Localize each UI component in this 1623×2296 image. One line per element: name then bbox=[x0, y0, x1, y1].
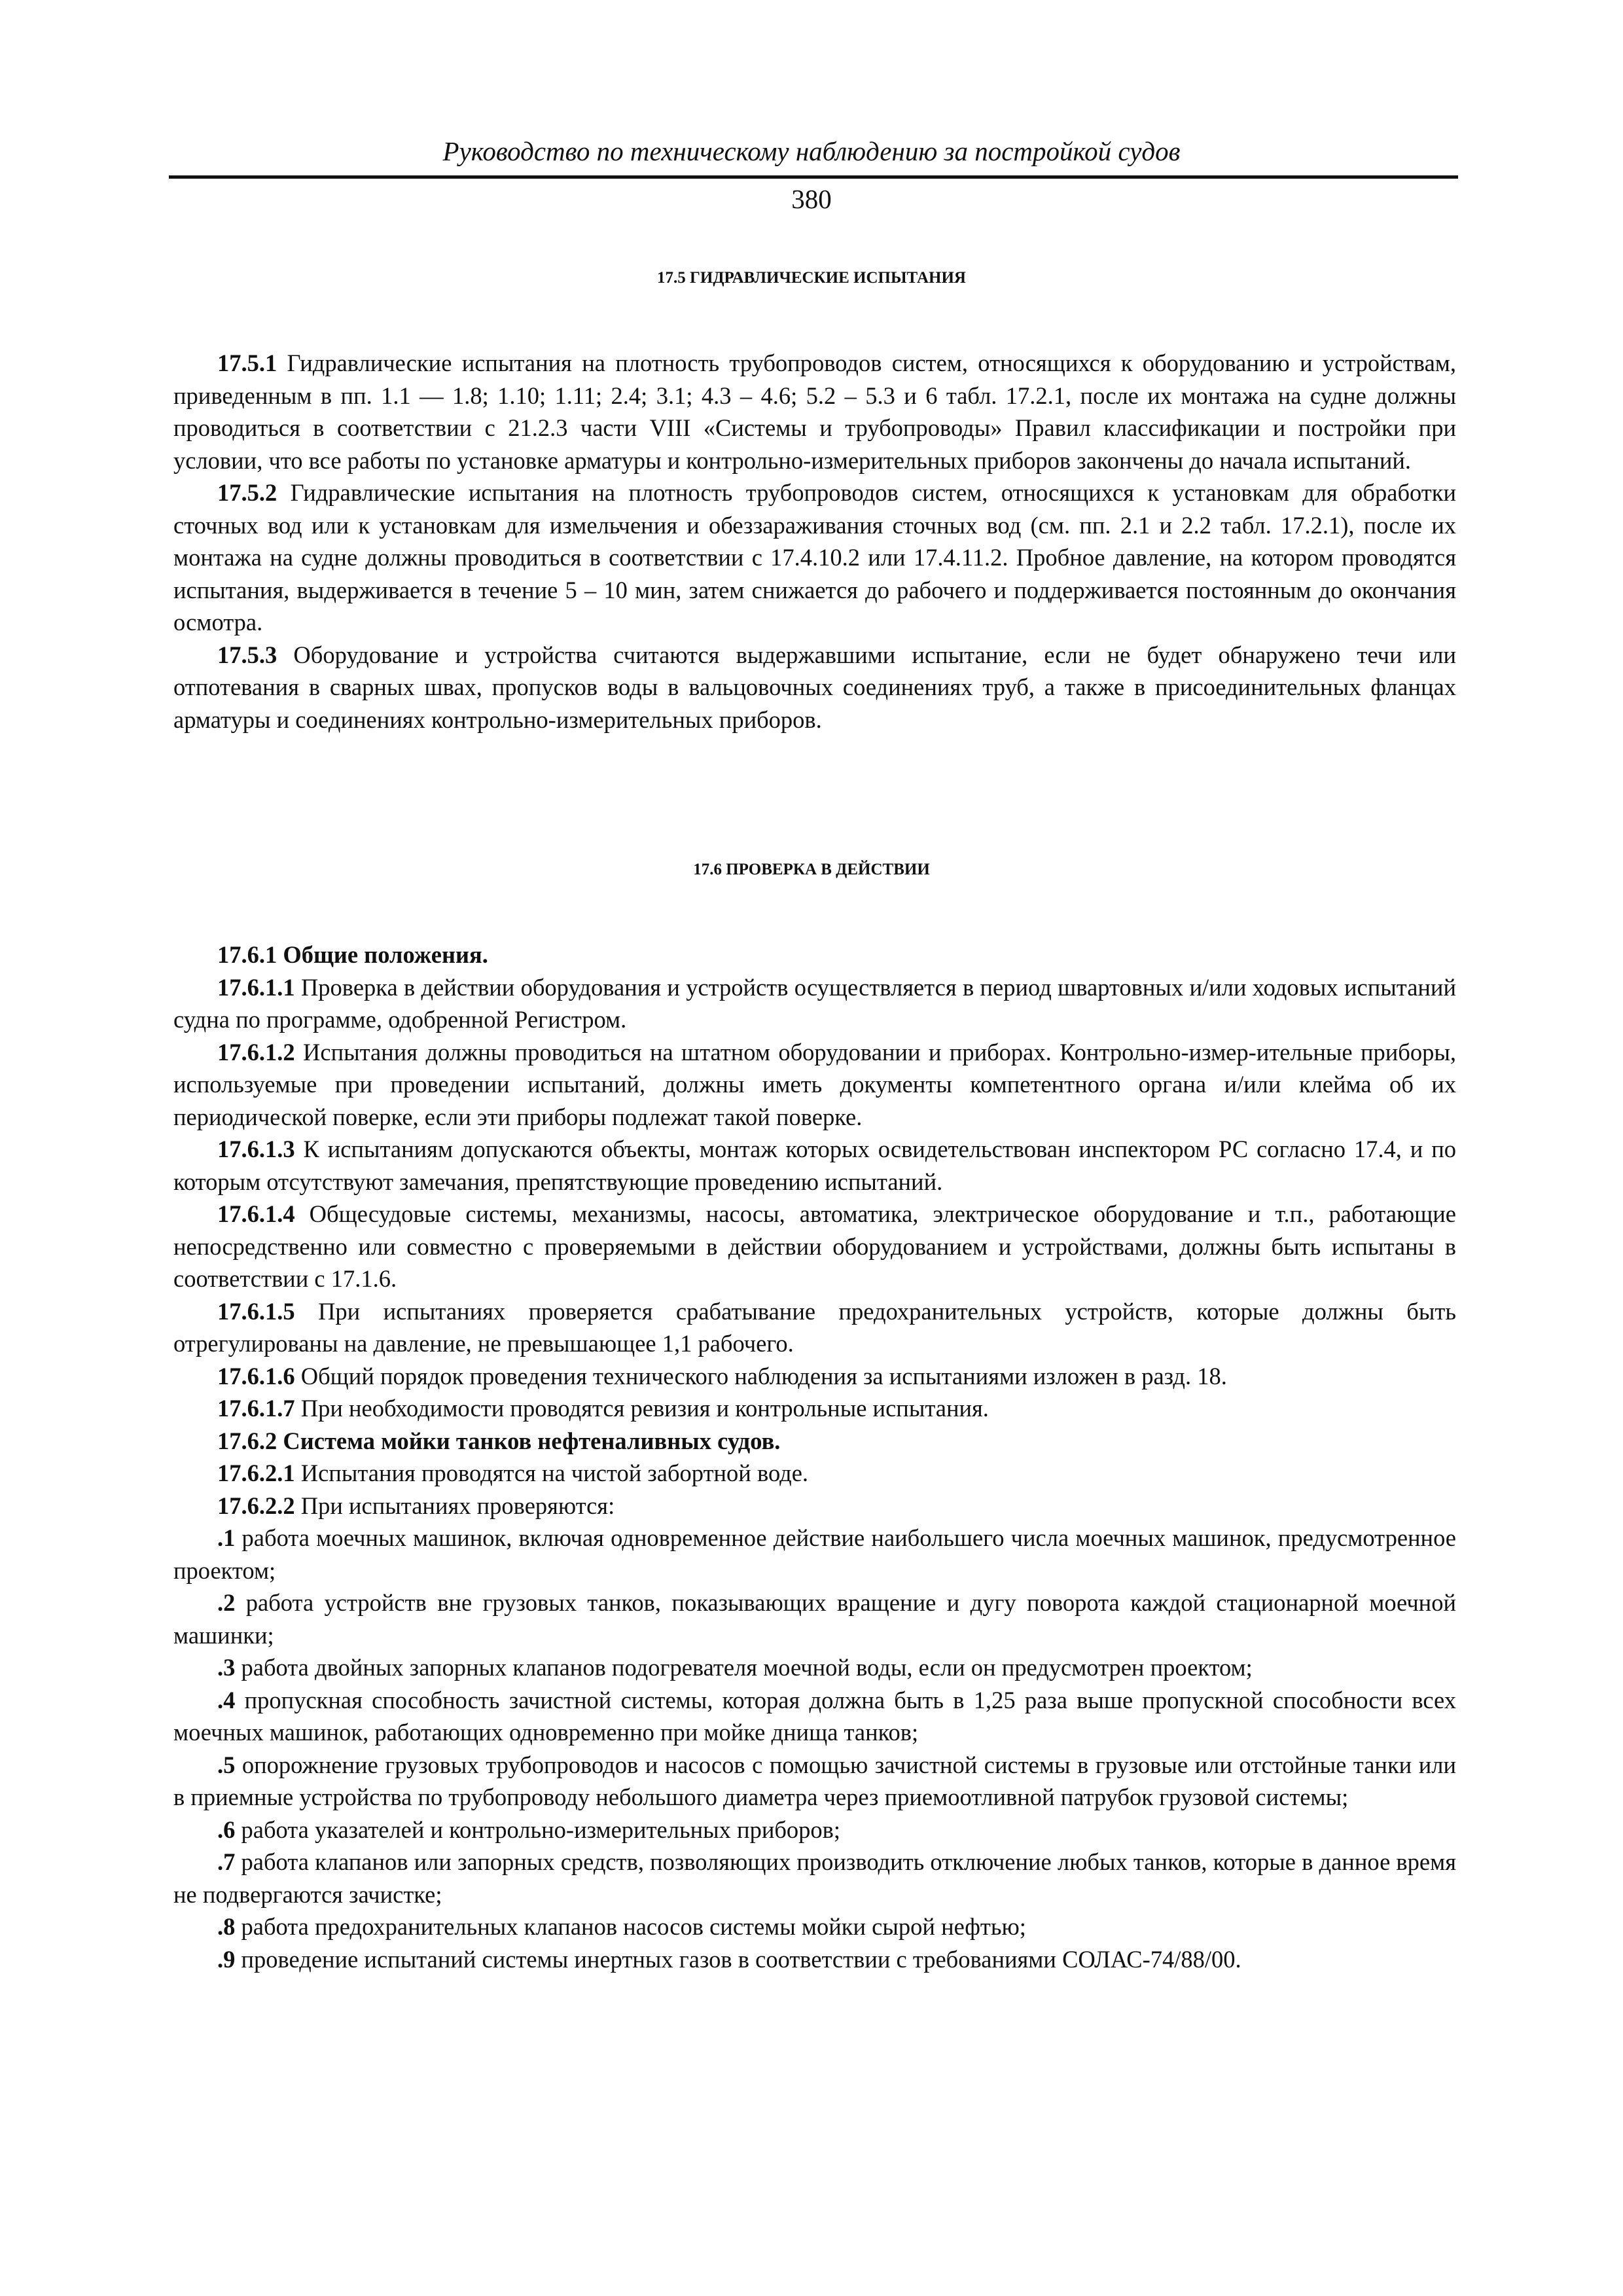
list-item-9 bbox=[173, 1943, 1456, 1976]
list-item-8 bbox=[173, 1910, 1456, 1943]
paragraph-text: Общий порядок проведения технического наблюдения за испытаниями изложен в разд. 18. bbox=[294, 1362, 1227, 1390]
list-item-number: .7 bbox=[217, 1848, 236, 1875]
paragraph-text: Гидравлические испытания на плотность трубопроводов систем, относящихся к установкам для обработки сточных вод или к установкам для измельчения и обеззараживания сточных вод (см. пп. 2.1 и 2.2 табл. 17.2.1), после их монтажа на судне должны проводиться в соответствии с 17.4.10.2 или 17.4.11.2. Пробное давление, на котором проводятся испытания, выдерживается в течение 5 – 10 мин, затем снижается до рабочего и поддерживается постоянным до окончания осмотра. bbox=[173, 479, 1456, 636]
paragraph-number: 17.5.2 bbox=[217, 479, 277, 506]
paragraph-text: При испытаниях проверяются: bbox=[294, 1492, 615, 1519]
paragraph-text: К испытаниям допускаются объекты, монтаж которых освидетельствован инспектором РС согласно 17.4, и по которым отсутствуют замечания, препятствующие проведению испытаний. bbox=[173, 1136, 1456, 1195]
header-rule bbox=[169, 175, 1458, 179]
list-item-text: работа устройств вне грузовых танков, показывающих вращение и дугу поворота каждой стационарной моечной машинки; bbox=[173, 1589, 1456, 1649]
paragraph-number: 17.6.1.7 bbox=[217, 1395, 295, 1422]
paragraph-17-6-1-2 bbox=[173, 1036, 1456, 1134]
paragraph-number: 17.6.2.1 bbox=[217, 1460, 295, 1486]
paragraph-17-5-1 bbox=[173, 347, 1456, 476]
paragraph-number: 17.6.1.6 bbox=[217, 1362, 295, 1390]
list-item-text: работа моечных машинок, включая одновременное действие наибольшего числа моечных машинок, предусмотренное проектом; bbox=[173, 1524, 1456, 1584]
list-item-5 bbox=[173, 1749, 1456, 1814]
list-item-4 bbox=[173, 1684, 1456, 1749]
list-item-number: .9 bbox=[217, 1945, 236, 1973]
paragraph-17-6-1-7 bbox=[173, 1392, 1456, 1425]
paragraph-number: 17.6.1.4 bbox=[217, 1200, 295, 1227]
list-item-text: пропускная способность зачистной системы, которая должна быть в 1,25 раза выше пропускной способности всех моечных машинок, работающих одновременно при мойке днища танков; bbox=[173, 1686, 1456, 1746]
list-item-text: работа двойных запорных клапанов подогревателя моечной воды, если он предусмотрен проектом; bbox=[235, 1654, 1253, 1681]
list-item-text: проведение испытаний системы инертных газов в соответствии с требованиями СОЛАС-74/88/00. bbox=[235, 1945, 1241, 1973]
list-item-text: опорожнение грузовых трубопроводов и насосов с помощью зачистной системы в грузовые или отстойные танки или в приемные устройства по трубопроводу небольшого диаметра через приемоотливной патрубок грузовой системы; bbox=[173, 1751, 1456, 1810]
list-item-number: .6 bbox=[217, 1816, 236, 1843]
paragraph-number: 17.6.2 bbox=[217, 1427, 277, 1454]
paragraph-text: Система мойки танков нефтеналивных судов. bbox=[277, 1427, 781, 1454]
list-item-number: .2 bbox=[217, 1589, 236, 1616]
paragraph-17-5-3 bbox=[173, 639, 1456, 736]
paragraph-text: Гидравлические испытания на плотность трубопроводов систем, относящихся к оборудованию и устройствам, приведенным в пп. 1.1 — 1.8; 1.10; 1.11; 2.4; 3.1; 4.3 – 4.6; 5.2 – 5.3 и 6 табл. 17.2.1, после их монтажа на судне должны проводиться в соответствии с 21.2.3 части VIII «Системы и трубопроводы» Правил классификации и постройки при условии, что все работы по установке арматуры и контрольно-измерительных приборов закончены до начала испытаний. bbox=[173, 350, 1456, 474]
subsection-heading-17-6-1 bbox=[173, 939, 1456, 971]
list-item-number: .3 bbox=[217, 1654, 236, 1681]
paragraph-number: 17.5.1 bbox=[217, 350, 277, 376]
paragraph-17-6-1-1 bbox=[173, 971, 1456, 1036]
list-item-text: работа указателей и контрольно-измерительных приборов; bbox=[235, 1816, 841, 1843]
page-number: 380 bbox=[791, 184, 832, 214]
list-item-text: работа предохранительных клапанов насосов системы мойки сырой нефтью; bbox=[235, 1913, 1026, 1940]
running-header-title: Руководство по техническому наблюдению за постройкой судов bbox=[442, 136, 1181, 166]
paragraph-text: При необходимости проводятся ревизия и контрольные испытания. bbox=[294, 1395, 989, 1422]
paragraph-number: 17.6.1.2 bbox=[217, 1038, 295, 1066]
list-item-1 bbox=[173, 1522, 1456, 1587]
paragraph-number: 17.6.1.5 bbox=[217, 1297, 295, 1325]
paragraph-number: 17.5.3 bbox=[217, 641, 277, 668]
paragraph-17-6-1-3 bbox=[173, 1133, 1456, 1198]
list-item-3 bbox=[173, 1651, 1456, 1684]
section-17-5-body bbox=[173, 347, 1456, 736]
list-item-number: .1 bbox=[217, 1524, 236, 1551]
paragraph-number: 17.6.1.3 bbox=[217, 1136, 295, 1162]
list-item-2 bbox=[173, 1587, 1456, 1651]
list-item-6 bbox=[173, 1814, 1456, 1846]
list-item-text: работа клапанов или запорных средств, позволяющих производить отключение любых танков, которые в данное время не подвергаются зачистке; bbox=[173, 1848, 1456, 1908]
list-item-7 bbox=[173, 1846, 1456, 1910]
section-17-6-body bbox=[173, 939, 1456, 1975]
paragraph-text: Испытания должны проводиться на штатном оборудовании и приборах. Контрольно-измер-ительные приборы, используемые при проведении испытаний, должны иметь документы компетентного органа и/или клейма об их периодической поверке, если эти приборы подлежат такой поверке. bbox=[173, 1038, 1456, 1130]
paragraph-17-6-1-4 bbox=[173, 1198, 1456, 1295]
list-item-number: .4 bbox=[217, 1686, 236, 1713]
paragraph-text: Оборудование и устройства считаются выдержавшими испытание, если не будет обнаружено течи или отпотевания в сварных швах, пропусков воды в вальцовочных соединениях труб, а также в присоединительных фланцах арматуры и соединениях контрольно-измерительных приборов. bbox=[173, 641, 1456, 733]
paragraph-17-6-2-1 bbox=[173, 1457, 1456, 1490]
paragraph-17-6-2-2 bbox=[173, 1490, 1456, 1522]
paragraph-number: 17.6.1.1 bbox=[217, 973, 295, 1001]
paragraph-text: При испытаниях проверяется срабатывание предохранительных устройств, которые должны быть отрегулированы на давление, не превышающее 1,1 рабочего. bbox=[173, 1297, 1456, 1357]
paragraph-number: 17.6.1 bbox=[217, 941, 277, 968]
paragraph-number: 17.6.2.2 bbox=[217, 1492, 295, 1519]
paragraph-17-6-1-6 bbox=[173, 1360, 1456, 1393]
paragraph-text: Испытания проводятся на чистой забортной воде. bbox=[294, 1460, 809, 1486]
list-item-number: .5 bbox=[217, 1751, 236, 1778]
section-title-17-6: 17.6 ПРОВЕРКА В ДЕЙСТВИИ bbox=[693, 861, 930, 878]
section-title-17-5: 17.5 ГИДРАВЛИЧЕСКИЕ ИСПЫТАНИЯ bbox=[657, 269, 966, 287]
paragraph-text: Общие положения. bbox=[277, 941, 488, 968]
paragraph-17-6-1-5 bbox=[173, 1295, 1456, 1360]
list-item-number: .8 bbox=[217, 1913, 236, 1940]
subsection-heading-17-6-2 bbox=[173, 1425, 1456, 1458]
paragraph-17-5-2 bbox=[173, 476, 1456, 639]
paragraph-text: Общесудовые системы, механизмы, насосы, автоматика, электрическое оборудование и т.п., работающие непосредственно или совместно с проверяемыми в действии оборудованием и устройствами, должны быть испытаны в соответствии с 17.1.6. bbox=[173, 1200, 1456, 1292]
paragraph-text: Проверка в действии оборудования и устройств осуществляется в период швартовных и/или ходовых испытаний судна по программе, одобренной Регистром. bbox=[173, 973, 1456, 1033]
